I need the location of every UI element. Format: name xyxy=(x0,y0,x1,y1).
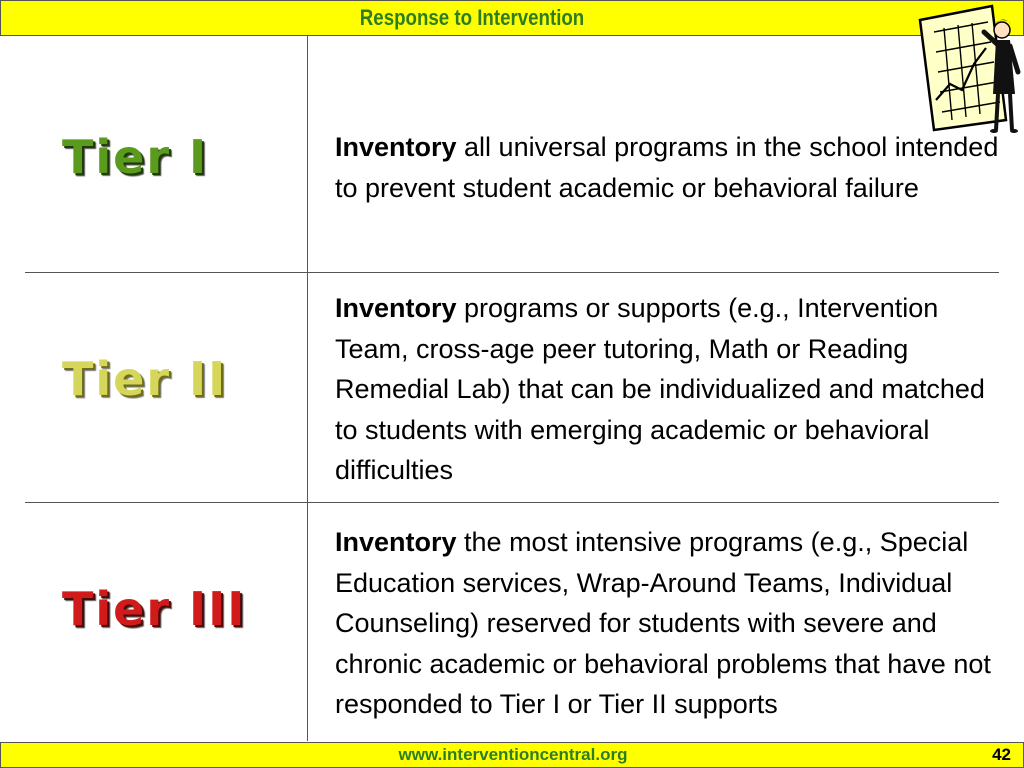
row-divider xyxy=(25,272,999,273)
footer-url: www.interventioncentral.org xyxy=(398,745,628,764)
tier-2-keyword: Inventory xyxy=(335,293,457,323)
tier-3-text: the most intensive programs (e.g., Special Education services, Wrap-Around Teams, Individual Counseling) reserved for students with severe and chronic academic or behavioral problems that have not responded to Tier I or Tier II supports xyxy=(335,527,991,719)
row-divider xyxy=(25,502,999,503)
slide-title: Response to Intervention xyxy=(359,5,585,30)
tier-1-keyword: Inventory xyxy=(335,132,457,162)
tier-2-label: Tier II xyxy=(62,352,228,406)
teacher-presenting-chart-icon xyxy=(914,2,1024,136)
tier-1-description xyxy=(335,127,1000,208)
tier-2-description xyxy=(335,288,1000,491)
footer-bar xyxy=(0,742,1024,768)
header-bar xyxy=(0,0,1024,36)
tier-3-description xyxy=(335,522,1000,725)
tier-3-keyword: Inventory xyxy=(335,527,457,557)
tier-2-text: programs or supports (e.g., Intervention Team, cross-age peer tutoring, Math or Reading Remedial Lab) that can be individualized and matched to students with emerging academic or behavioral difficulties xyxy=(335,293,985,485)
column-divider xyxy=(307,35,308,741)
tier-1-text: all universal programs in the school intended to prevent student academic or behavioral failure xyxy=(335,132,999,203)
page-number: 42 xyxy=(992,745,1011,764)
tier-1-label: Tier I xyxy=(62,130,209,184)
tier-3-label: Tier III xyxy=(62,582,247,636)
